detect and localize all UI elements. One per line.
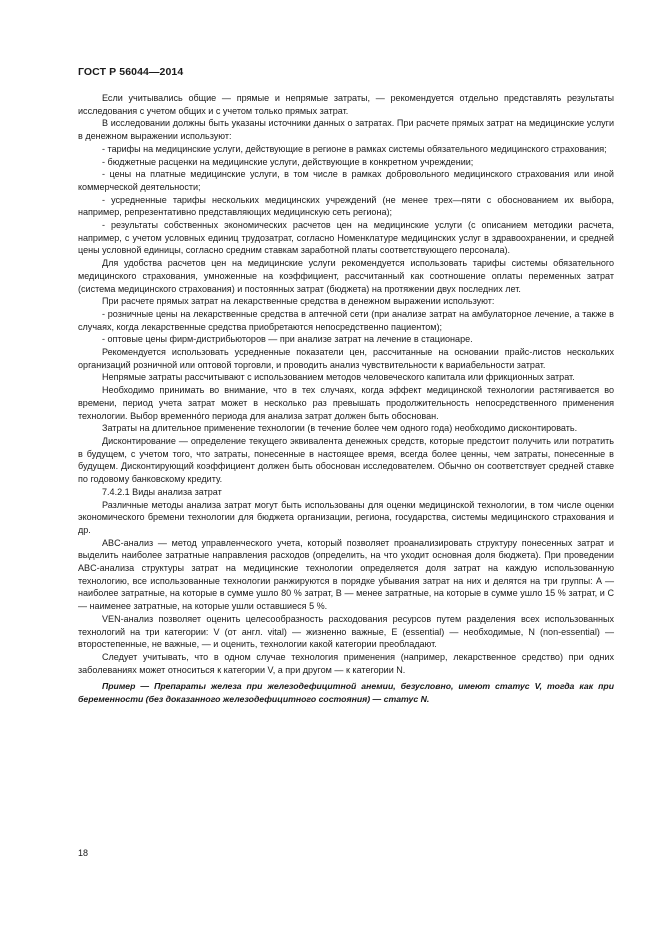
list-item: - тарифы на медицинские услуги, действующие в регионе в рамках системы обязательного медицинского страхования; <box>102 143 607 154</box>
paragraph: Различные методы анализа затрат могут быть использованы для оценки медицинской технологии, в том числе оценки экономического бремени технологии для бюджета организации, региона, государства, системы медицинского страхования и др. <box>78 499 614 535</box>
page-number: 18 <box>78 848 89 858</box>
paragraph: Необходимо принимать во внимание, что в тех случаях, когда эффект медицинской технологии растягивается во времени, период учета затрат может в несколько раз превышать продолжительность непосредственного применения технологии. Выбор временно́го периода для анализа затрат должен быть обоснован. <box>78 385 614 421</box>
example-label: Пример — <box>102 681 150 692</box>
list-item: - цены на платные медицинские услуги, в том числе в рамках добровольного медицинского страхования или иной коммерческой деятельности; <box>78 169 614 192</box>
list-item: - результаты собственных экономических расчетов цен на медицинские услуги (с описанием методики расчета, например, с учетом условных единиц трудозатрат, согласно Номенклатуре медицинских услуг в здравоохранении, и средней цены условной единицы, согласно средним ставкам заработной платы соответствующего персонала). <box>78 220 614 256</box>
list-item: - розничные цены на лекарственные средства в аптечной сети (при анализе затрат на амбулаторное лечение, а также в случаях, когда лекарственные средства приобретаются непосредственно пациентом); <box>78 308 614 332</box>
paragraph: Для удобства расчетов цен на медицинские услуги рекомендуется использовать тарифы системы обязательного медицинского страхования, умноженные на коэффициент, рассчитанный как соотношение оплаты переменных затрат (система медицинского страхования) и постоянных затрат (бюджета) на протяжении двух последних лет. <box>78 258 614 294</box>
list-item: - оптовые цены фирм-дистрибьюторов — при анализе затрат на лечение в стационаре. <box>102 334 473 345</box>
paragraph: ABC-анализ — метод управленческого учета, который позволяет проанализировать структуру понесенных затрат и выделить наиболее затратные направления расходов (определить, на что уходит основная доля бюджета). При проведении ABC-анализа структуры затрат на медицинские технологии определяется доля затрат на каждую использованную технологию, все использованные технологии ранжируются в порядке убывания затрат на них и делятся на три группы: A — наиболее затратные, на которые в сумме ушло 80 % затрат, B — менее затратные, на которые в сумме ушло 15 % затрат, и C — наименее затратные, на которые ушли оставшиеся 5 %. <box>78 537 614 612</box>
list-item: - усредненные тарифы нескольких медицинских учреждений (не менее трех—пяти с обоснованием их выбора, например, репрезентативно представляющих медицинскую сеть региона); <box>78 194 614 218</box>
paragraph: Дисконтирование — определение текущего эквивалента денежных средств, которые предстоит получить или потратить в будущем, с учетом того, что затраты, понесенные в настоящее время, всегда более ценны, чем затраты, понесенные в будущем. Дисконтирующий коэффициент должен быть обоснован исследователем. Обычно он соответствует средней ставке по годовому банковскому кредиту. <box>78 435 614 485</box>
section-heading: 7.4.2.1 Виды анализа затрат <box>102 486 222 497</box>
example-note <box>78 680 614 705</box>
paragraph: VEN-анализ позволяет оценить целесообразность расходования ресурсов путем разделения всех использованных технологий на три категории: V (от англ. vital) — жизненно важные, E (essential) — необходимые, N (non-essential) — второстепенные, не важные, — и оценить, технологии какой категории преобладают. <box>78 613 614 650</box>
paragraph: Непрямые затраты рассчитывают с использованием методов человеческого капитала или фрикционных затрат. <box>102 372 575 383</box>
paragraph: В исследовании должны быть указаны источники данных о затратах. При расчете прямых затрат на медицинские услуги в денежном выражении используют: <box>78 118 614 142</box>
paragraph: Затраты на длительное применение технологии (в течение более чем одного года) необходимо дисконтировать. <box>102 423 578 434</box>
body-text <box>78 92 614 706</box>
paragraph: Рекомендуется использовать усредненные показатели цен, рассчитанные на основании прайс-листов нескольких организаций розничной или оптовой торговли, и проводить анализ чувствительности к вариабельности затрат. <box>78 347 614 370</box>
paragraph: Если учитывались общие — прямые и непрямые затраты, — рекомендуется отдельно представлять результаты исследования с учетом общих и с учетом только прямых затрат. <box>78 93 614 116</box>
list-item: - бюджетные расценки на медицинские услуги, действующие в конкретном учреждении; <box>102 156 474 167</box>
example-text: Препараты железа при железодефицитной анемии, безусловно, имеют статус V, тогда как при беременности (без доказанного железодефицитного состояния) — статус N. <box>78 681 615 705</box>
paragraph: При расчете прямых затрат на лекарственные средства в денежном выражении используют: <box>102 296 495 307</box>
paragraph: Следует учитывать, что в одном случае технология применения (например, лекарственное средство) при одних заболеваниях может относиться к категории V, а при другом — к категории N. <box>78 651 614 675</box>
standard-header: ГОСТ Р 56044—2014 <box>78 66 184 78</box>
